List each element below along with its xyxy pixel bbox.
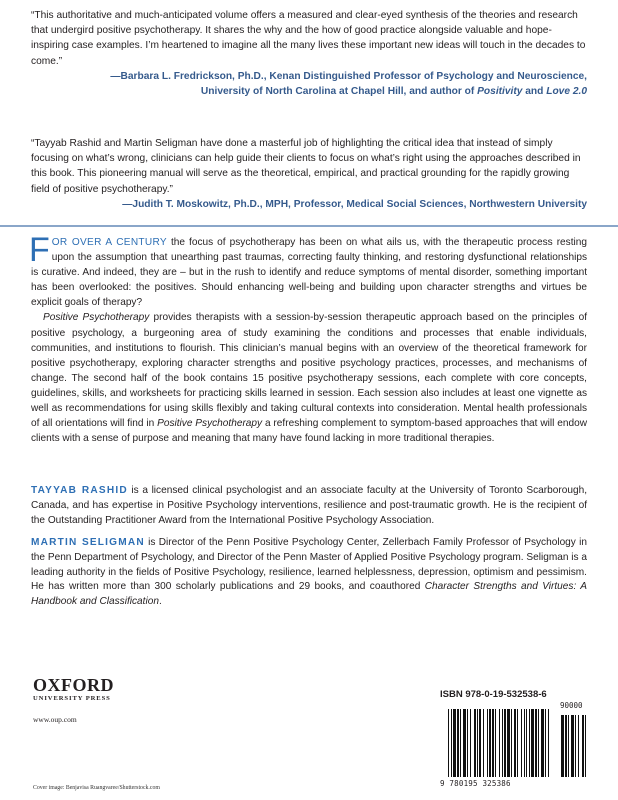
barcode-bar xyxy=(511,709,512,777)
addon-bar xyxy=(585,715,586,777)
isbn-barcode xyxy=(440,701,590,791)
barcode-bar xyxy=(479,709,481,777)
barcode-bar xyxy=(541,709,544,777)
barcode-bar xyxy=(526,709,527,777)
barcode-bar xyxy=(467,709,468,777)
attribution-line-1: —Barbara L. Fredrickson, Ph.D., Kenan Distinguished Professor of Psychology and Neuroscience, xyxy=(110,70,587,82)
publisher-logo xyxy=(33,676,153,702)
addon-bar xyxy=(561,715,564,777)
barcode-bar xyxy=(538,709,539,777)
barcode-bar xyxy=(457,709,459,777)
attribution-line-2: University of North Carolina at Chapel Hill, and author of xyxy=(200,86,478,98)
drop-cap: F xyxy=(29,231,50,269)
barcode-addon: 90000 xyxy=(560,701,583,710)
quote-text: “Tayyab Rashid and Martin Seligman have done a masterful job of highlighting the critical idea that instead of simply focusing on what’s wrong, clinicians can help guide their clients to focus on what’s right using the approaches described in this book. This pioneering manual will serve as the theoretical, empirical, and practical grounding for the rapidly growing field of positive psychotherapy.” xyxy=(31,138,581,195)
barcode-bar xyxy=(463,709,466,777)
addon-bar xyxy=(571,715,574,777)
barcode-bar xyxy=(487,709,488,777)
attribution-and: and xyxy=(522,86,547,98)
quote-attribution: —Judith T. Moskowitz, Ph.D., MPH, Professor, Medical Social Sciences, Northwestern University xyxy=(122,198,587,210)
barcode-digits: 9 780195 325386 xyxy=(440,779,511,788)
addon-bar xyxy=(565,715,567,777)
barcode-bar xyxy=(495,709,496,777)
endorsement-quote-1 xyxy=(31,8,587,99)
barcode-bar xyxy=(460,709,461,777)
description-paragraph-1: FOR OVER A CENTURY the focus of psychotherapy has been on what ails us, with the therapeutic process resting upon the assumption that unearthing past traumas, correcting faulty thinking, and restoring dysfunctional relationships is curative. And indeed, they are – but in the rush to identify and reduce symptoms of mental disorder, something important has been overlooked: the positives. Should enhancing well-being and building upon character strengths and virtues be explicit goals of therapy? xyxy=(29,231,587,309)
bio-text: is Director of the Penn Positive Psychology Center, Zellerbach Family Professor of Psychology in the Penn Department of Psychology, and Director of the Penn Master of Applied Positive Psychology program. Seligman is a leading authority in the fields of Positive Psychology, resilience, learned helplessness, depression, optimism and pessimism. He has written more than 300 scholarly publications and 29 books, and coauthored xyxy=(31,537,587,593)
barcode-bar xyxy=(504,709,506,777)
barcode-bar xyxy=(548,709,549,777)
endorsement-quote-2 xyxy=(31,136,587,212)
publisher-name: OXFORD xyxy=(33,675,114,695)
barcode-bar xyxy=(531,709,534,777)
barcode-bar xyxy=(517,709,518,777)
publisher-url: www.oup.com xyxy=(33,715,77,724)
barcode-bar xyxy=(507,709,510,777)
book-title-character-strengths: Character Strengths and Virtues: A Handbook and Classification xyxy=(31,581,588,608)
book-title-love: Love 2.0 xyxy=(546,86,587,98)
barcode-bar xyxy=(451,709,452,777)
addon-bar xyxy=(575,715,576,777)
barcode-bar xyxy=(529,709,530,777)
barcode-bar xyxy=(483,709,484,777)
barcode-bar xyxy=(535,709,537,777)
barcode-bar xyxy=(474,709,476,777)
author-bio-seligman: MARTIN SELIGMAN is Director of the Penn Positive Psychology Center, Zellerbach Family Professor of Psychology in the Penn Department of Psychology, and Director of the Penn Master of Applied Positive Psychology program. Seligman is a leading authority in the fields of Positive Psychology, resilience, learned helplessness, depression, optimism and pessimism. He has written more than 300 scholarly publications and 29 books, and coauthored Character Strengths and Virtues: A Handbook and Classification. xyxy=(31,537,588,608)
publisher-subname: UNIVERSITY PRESS xyxy=(33,695,111,702)
barcode-bar xyxy=(477,709,478,777)
book-title-positivity: Positivity xyxy=(477,86,523,98)
barcode-bar xyxy=(448,709,449,777)
barcode-bar xyxy=(453,709,456,777)
addon-bar xyxy=(568,715,569,777)
barcode-bar xyxy=(499,709,500,777)
barcode-bar xyxy=(521,709,522,777)
addon-bar xyxy=(578,715,579,777)
quote-attribution xyxy=(31,69,587,99)
isbn-label: ISBN 978-0-19-532538-6 xyxy=(440,689,547,700)
author-bio-rashid xyxy=(31,484,587,528)
barcode-bar xyxy=(470,709,471,777)
barcode-bar xyxy=(524,709,525,777)
section-divider xyxy=(0,225,618,227)
bio-text: is a licensed clinical psychologist and an associate faculty at the University of Toronto Scarborough, Canada, and has expertise in Positive Psychology interventions, resilience and post-traumatic growth. He is the recipient of the Outstanding Practitioner Award from the International Positive Psychology Association. xyxy=(31,485,587,526)
lead-in: OR OVER A CENTURY xyxy=(51,237,167,248)
author-name: MARTIN SELIGMAN xyxy=(31,537,145,548)
barcode-bar xyxy=(514,709,516,777)
barcode-bar xyxy=(502,709,503,777)
addon-bar xyxy=(582,715,584,777)
book-description xyxy=(29,231,587,446)
barcode-bar xyxy=(545,709,546,777)
barcode-bar xyxy=(489,709,491,777)
cover-image-credit: Cover image: Benjavisa Ruangvaree/Shutterstock.com xyxy=(33,785,160,791)
description-paragraph-2: Positive Psychotherapy provides therapists with a session-by-session therapeutic approach based on the principles of positive psychology, a burgeoning area of study examining the conditions and processes that enable individuals, communities, and institutions to flourish. This clinician’s manual begins with an overview of the theoretical framework for positive psychotherapy, exploring character strengths and positive psychology practices, processes, and mechanisms of change. The second half of the book contains 15 positive psychotherapy sessions, each complete with core concepts, guidelines, skills, and worksheets for practicing skills learned in session. Each session also includes at least one vignette as well as recommendations for using skills flexibly and taking cultural contexts into consideration. Mental health professionals of all orientations will find in Positive Psychotherapy a refreshing complement to symptom-based approaches that will endow clients with a sense of purpose and meaning that many have found lacking in more traditional therapies. xyxy=(31,312,587,445)
barcode-bars xyxy=(440,701,590,779)
barcode-bar xyxy=(492,709,494,777)
quote-text: “This authoritative and much-anticipated volume offers a measured and clear-eyed synthesis of the theories and research that undergird positive psychotherapy. It shares the why and the how of good practice alongside valuable and hope-inspiring case examples. I’m heartened to imagine all the many lives these important new ideas will touch in the decades to come.” xyxy=(31,10,586,67)
author-name: TAYYAB RASHID xyxy=(31,485,128,496)
